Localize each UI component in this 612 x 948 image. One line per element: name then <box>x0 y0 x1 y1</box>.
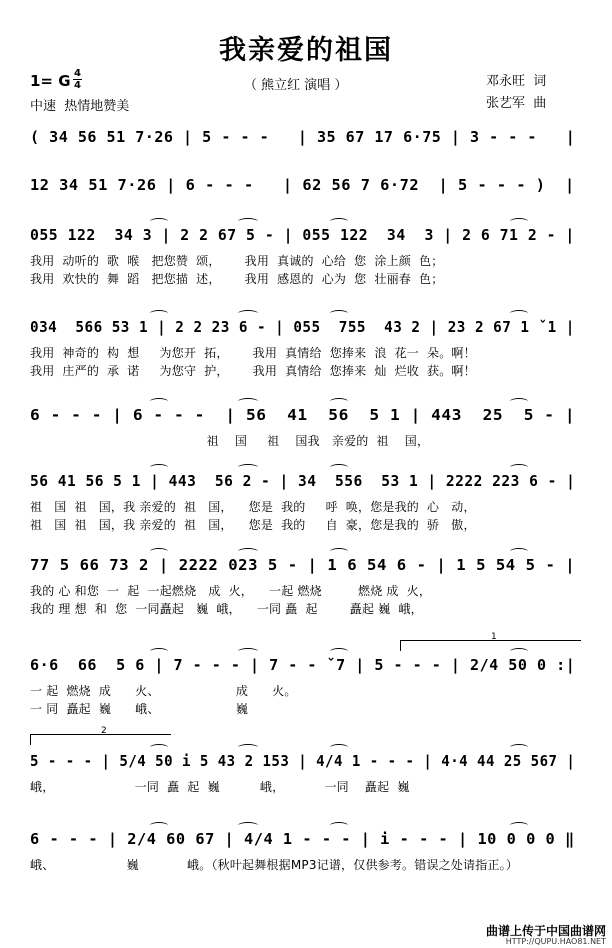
lyric-line: 峨、 巍 峨。（秋叶起舞根据MP3记谱，仅供参考。错误之处请指正。） <box>30 858 519 872</box>
footer-credit: 曲谱上传于中国曲谱网 <box>485 924 606 938</box>
lyric-line: 祖 国 祖 国，我 亲爱的 祖 国， 您是 我的 呼 唤，您是我的 心 动， <box>30 500 476 514</box>
notation-line: ( 34 56 51 7·26 | 5 - - - | 35 67 17 6·75 | 3 - - - | <box>30 128 576 146</box>
slur-mark <box>510 464 528 471</box>
lyric-line: 祖 国 祖 国我 亲爱的 祖 国， <box>30 434 430 448</box>
lyric-line: 我用 动听的 歌 喉 把您赞 颂， 我用 真诚的 心给 您 涂上颜 色； <box>30 254 444 268</box>
time-signature: 4 4 <box>74 68 81 91</box>
slur-mark <box>330 464 348 471</box>
slur-mark <box>510 744 528 751</box>
slur-mark <box>330 648 348 655</box>
slur-mark <box>238 218 258 225</box>
lyric-line: 我用 神奇的 构 想 为您开 拓， 我用 真情给 您捧来 浪 花一 朵。啊！ <box>30 346 476 360</box>
lyric-line: 祖 国 祖 国，我 亲爱的 祖 国， 您是 我的 自 豪，您是我的 骄 傲， <box>30 518 476 532</box>
slur-mark <box>238 310 258 317</box>
tempo-marking: 中速 热情地赞美 <box>30 99 130 114</box>
notation-line: 055 122 34 3 | 2 2 67 5 - | 055 122 34 3 | 2 6 71 2 - | <box>30 226 575 244</box>
key-signature: 1= G <box>30 72 71 90</box>
notation-line: 6·6 66 5 6 | 7 - - - | 7 - - ˇ7 | 5 - - - | 2/4 50 0 :| <box>30 656 576 674</box>
slur-mark <box>150 464 168 471</box>
lyric-line: 一 起 燃烧 成 火、 成 火。 <box>30 684 297 698</box>
slur-mark <box>150 548 168 555</box>
slur-mark <box>150 310 168 317</box>
lyric-line: 我的 理 想 和 您 一同矗起 巍 峨， 一同 矗 起 矗起 巍 峨， <box>30 602 423 616</box>
lyric-line: 峨， 一同 矗 起 巍 峨， 一同 矗起 巍 <box>30 780 410 794</box>
notation-line: 6 - - - | 6 - - - | 56 41 56 5 1 | 443 25 5 - | <box>30 406 576 424</box>
slur-mark <box>238 648 258 655</box>
slur-mark <box>330 310 348 317</box>
slur-mark <box>150 648 168 655</box>
lyric-line: 我用 欢快的 舞 蹈 把您描 述， 我用 感恩的 心为 您 壮丽春 色； <box>30 272 444 286</box>
volta-bracket: 2 <box>30 734 171 745</box>
song-title: 我亲爱的祖国 <box>219 35 393 66</box>
performer: （ 熊立红 演唱 ） <box>244 78 348 93</box>
slur-mark <box>150 822 168 829</box>
slur-mark <box>510 310 528 317</box>
lyricist: 邓永旺 词 <box>486 74 547 89</box>
slur-mark <box>150 218 168 225</box>
notation-line: 77 5 66 73 2 | 2222 023 5 - | 1 6 54 6 - | 1 5 54 5 - | <box>30 556 576 574</box>
slur-mark <box>238 822 258 829</box>
notation-line: 034 566 53 1 | 2 2 23 6 - | 055 755 43 2 | 23 2 67 1 ˇ1 | <box>30 318 575 336</box>
slur-mark <box>510 822 528 829</box>
lyric-line: 一 同 矗起 巍 峨、 巍 <box>30 702 249 716</box>
slur-mark <box>510 218 528 225</box>
footer-url: HTTP://QUPU.HAO81.NET <box>505 937 606 946</box>
slur-mark <box>330 744 348 751</box>
slur-mark <box>330 548 348 555</box>
slur-mark <box>238 548 258 555</box>
slur-mark <box>238 744 258 751</box>
composer: 张艺军 曲 <box>486 96 547 111</box>
notation-line: 6 - - - | 2/4 60 67 | 4/4 1 - - - | i - - - | 10 0 0 0 ‖ <box>30 830 575 848</box>
lyric-line: 我用 庄严的 承 诺 为您守 护， 我用 真情给 您捧来 灿 烂收 获。啊！ <box>30 364 476 378</box>
notation-line: 56 41 56 5 1 | 443 56 2 - | 34 556 53 1 | 2222 223 6 - | <box>30 472 576 490</box>
volta-bracket: 1 <box>400 640 581 651</box>
slur-mark <box>330 218 348 225</box>
slur-mark <box>150 398 168 405</box>
slur-mark <box>238 464 258 471</box>
lyric-line: 我的 心 和您 一 起 一起燃烧 成 火， 一起 燃烧 燃烧 成 火， <box>30 584 432 598</box>
slur-mark <box>330 822 348 829</box>
notation-line: 12 34 51 7·26 | 6 - - - | 62 56 7 6·72 | 5 - - - ) | <box>30 176 575 194</box>
notation-line: 5 - - - | 5/4 50 i 5 43 2 153 | 4/4 1 - - - | 4·4 44 25 567 | <box>30 752 576 770</box>
slur-mark <box>238 398 258 405</box>
slur-mark <box>330 398 348 405</box>
slur-mark <box>510 548 528 555</box>
slur-mark <box>150 744 168 751</box>
slur-mark <box>510 398 528 405</box>
